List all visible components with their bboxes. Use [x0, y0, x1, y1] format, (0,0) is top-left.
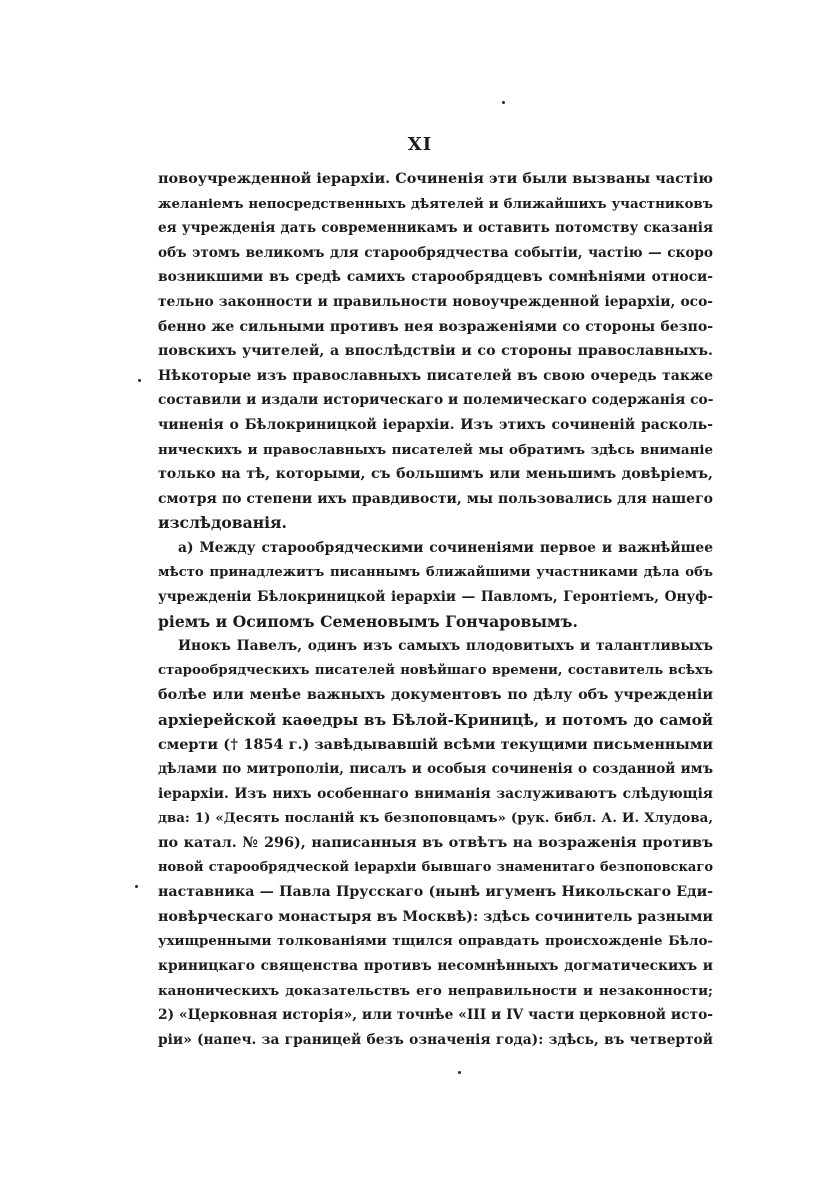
text-line: дѣлами по митрополіи, писалъ и особыя сочиненія о созданной имъ — [158, 761, 713, 778]
text-line: Инокъ Павелъ, одинъ изъ самыхъ плодовитыхъ и талантливыхъ — [178, 638, 713, 655]
text-line: ріемъ и Осипомъ Семеновымъ Гончаровымъ. — [158, 611, 578, 631]
text-line: новой старообрядческой іерархіи бывшаго знаменитаго безпоповскаго — [158, 859, 713, 875]
text-line: 2) «Церковная исторія», или точнѣе «III и IV части церковной исто- — [158, 1007, 713, 1024]
text-line: а) Между старообрядческими сочиненіями первое и важнѣйшее — [178, 539, 713, 556]
text-line: архіерейской каѳедры въ Бѣлой-Криницѣ, и потомъ до самой — [158, 711, 713, 730]
text-line: ея учрежденія дать современникамъ и оставить потомству сказанія — [158, 220, 713, 237]
text-line: учрежденіи Бѣлокриницкой іерархіи — Павломъ, Геронтіемъ, Онуф- — [158, 589, 713, 606]
text-line: криницкаго священства противъ несомнѣнныхъ догматическихъ и — [158, 958, 713, 974]
ink-speck — [458, 1071, 461, 1074]
text-line: по катал. № 296), написанныя въ отвѣтъ на возраженія противъ — [158, 834, 713, 852]
text-line: ухищренными толкованіями тщился оправдать происхожденіе Бѣло- — [158, 933, 713, 950]
text-line: іерархіи. Изъ нихъ особеннаго вниманія заслуживаютъ слѣдующія — [158, 785, 713, 802]
text-line: повскихъ учителей, а впослѣдствіи и со стороны православныхъ. — [158, 343, 713, 360]
text-line: бенно же сильными противъ нея возраженіями со стороны безпо- — [158, 318, 713, 335]
body-text — [158, 167, 713, 1052]
text-line: старообрядческихъ писателей новѣйшаго времени, составитель всѣхъ — [158, 662, 713, 678]
text-line: новѣрческаго монастыря въ Москвѣ): здѣсь сочинитель разными — [158, 908, 713, 925]
text-line: болѣе или менѣе важныхъ документовъ по дѣлу объ учрежденіи — [158, 686, 713, 704]
text-line: тельно законности и правильности новоучрежденной іерархіи, осо- — [158, 293, 713, 310]
text-line: чиненія о Бѣлокриницкой іерархіи. Изъ этихъ сочиненій расколь- — [158, 416, 713, 433]
text-line: составили и издали историческаго и полемическаго содержанія со- — [158, 392, 714, 409]
text-line: два: 1) «Десять посланій къ безпоповцамъ» (рук. библ. А. И. Хлудова, — [158, 810, 713, 827]
text-line: изслѣдованія. — [158, 513, 287, 533]
ink-speck — [138, 379, 141, 382]
text-line: повоучрежденной іерархіи. Сочиненія эти были вызваны частію — [158, 170, 713, 187]
text-line: смерти († 1854 г.) завѣдывавшій всѣми текущими письменными — [158, 735, 713, 753]
text-line: желаніемъ непосредственныхъ дѣятелей и ближайшихъ участниковъ — [158, 195, 713, 212]
page-number: XI — [407, 134, 433, 155]
text-line: объ этомъ великомъ для старообрядчества событіи, частію — скоро — [158, 244, 713, 261]
text-line: наставника — Павла Прусскаго (нынѣ игуменъ Никольскаго Еди- — [158, 884, 713, 901]
ink-speck — [135, 885, 138, 888]
text-line: возникшими въ средѣ самихъ старообрядцевъ сомнѣніями относи- — [158, 269, 713, 286]
text-line: каноническихъ доказательствъ его неправильности и незаконности; — [158, 982, 713, 999]
text-line: ріи» (напеч. за границей безъ означенія года): здѣсь, въ четвертой — [158, 1031, 713, 1048]
ink-speck — [502, 101, 505, 104]
text-line: только на тѣ, которыми, съ большимъ или меньшимъ довѣріемъ, — [158, 466, 713, 483]
text-line: смотря по степени ихъ правдивости, мы пользовались для нашего — [158, 490, 713, 507]
text-line: мѣсто принадлежитъ писаннымъ ближайшими участниками дѣла объ — [158, 564, 713, 580]
text-line: Нѣкоторые изъ православныхъ писателей въ свою очередь также — [158, 367, 713, 384]
text-line: ническихъ и православныхъ писателей мы обратимъ здѣсь вниманіе — [158, 441, 713, 458]
